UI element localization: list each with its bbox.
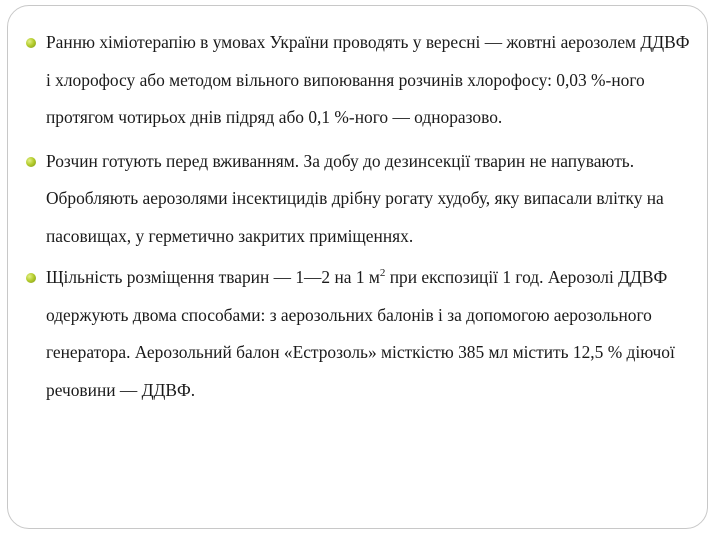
- bullet-item-1: [22, 24, 692, 137]
- bullet-dot-icon: [26, 157, 36, 167]
- slide-content: [22, 24, 692, 409]
- bullet-dot-icon: [26, 273, 36, 283]
- bullet-text-3-part-2: при експозиції 1 год. Аерозолі ДДВФ одержують двома способами: з аерозольних балонів і за допомогою аерозольного генератора. Аерозольний балон «Естрозоль» місткістю 385 мл містить 12,5 % діючої речовини — ДДВФ.: [46, 267, 680, 400]
- bullet-item-3: [22, 259, 692, 409]
- bullet-text-2: Розчин готують перед вживанням. За добу до дезинсекції тварин не напувають. Обробляють аерозолями інсектицидів дрібну рогату худобу, яку випасали влітку на пасовищах, у герметично закритих приміщеннях.: [46, 150, 664, 246]
- bullet-item-2: [22, 143, 692, 256]
- bullet-text-3: [46, 267, 679, 400]
- bullet-dot-icon: [26, 38, 36, 48]
- superscript-2: 2: [379, 267, 386, 280]
- bullet-text-1: Ранню хіміотерапію в умовах України проводять у вересні — жовтні аерозолем ДДВФ і хлорофосу або методом вільного випоювання розчинів хлорофосу: 0,03 %-ного протягом чотирьох днів підряд або 0,1 %-ного — одноразово.: [46, 32, 690, 127]
- bullet-text-3-part-1: Щільність розміщення тварин — 1—2 на 1 м: [46, 267, 380, 287]
